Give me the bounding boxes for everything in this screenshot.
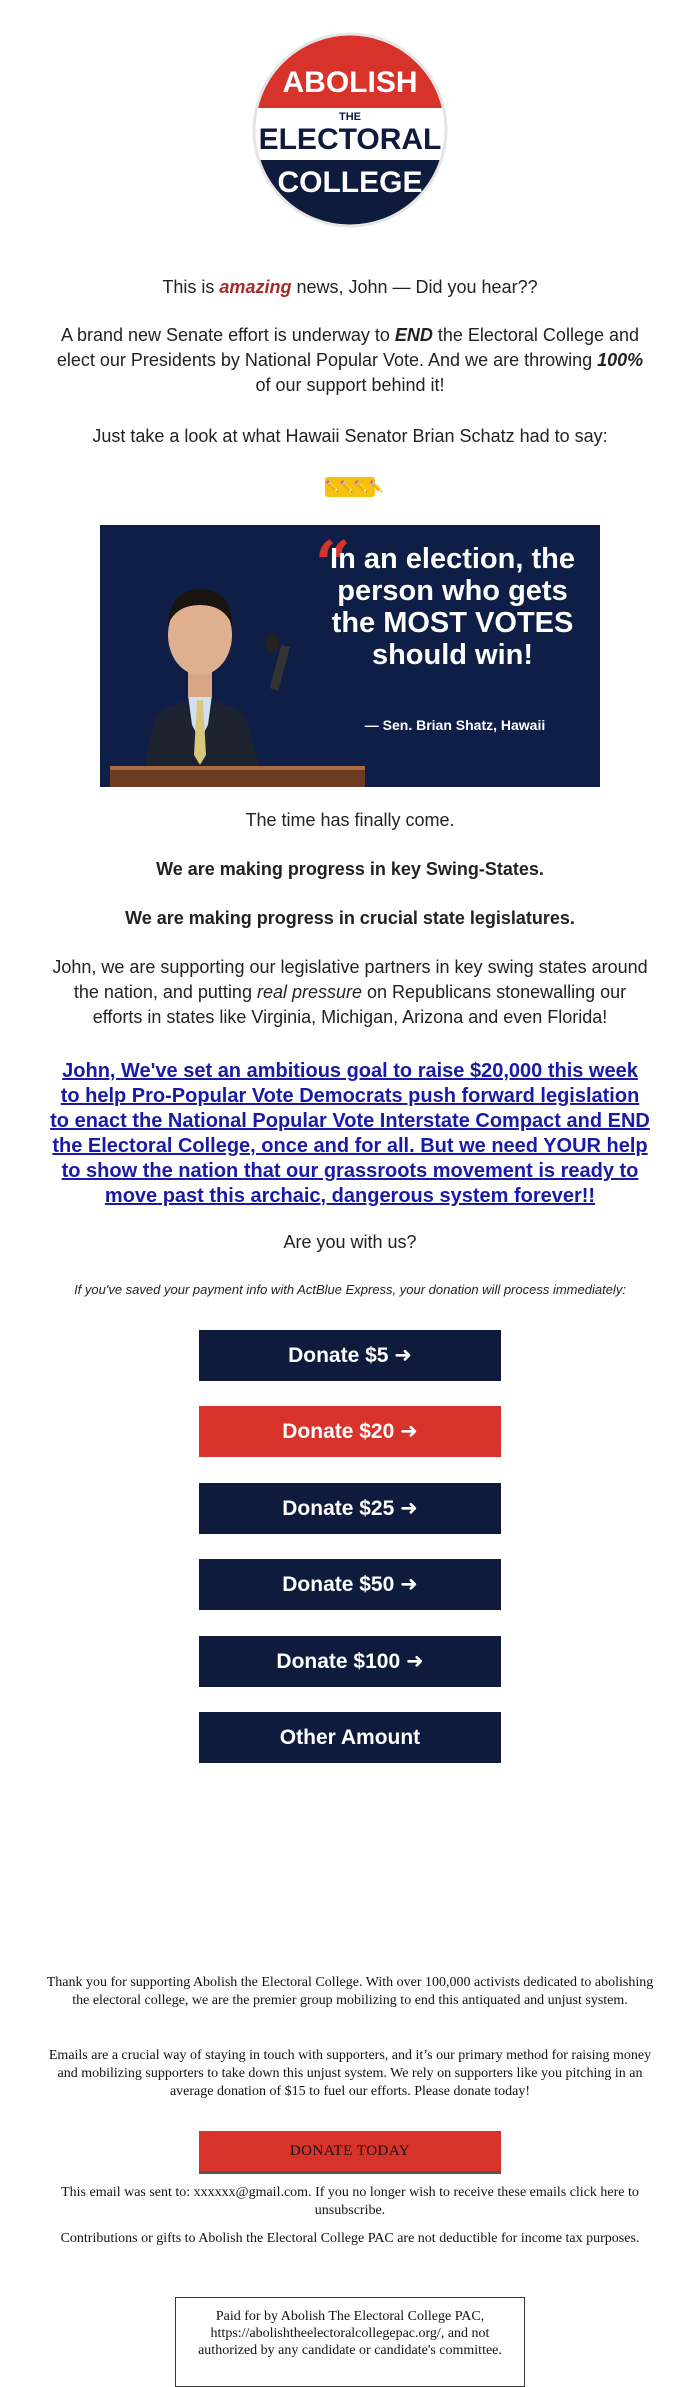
intro-p2-100: 100%: [597, 350, 644, 370]
schatz-quote-image[interactable]: [100, 525, 600, 787]
intro-p2-end: END: [394, 325, 433, 345]
donate-20-button[interactable]: Donate $20 ➜: [199, 1406, 501, 1457]
intro-p2-c: the Electoral College and elect our Presidents by National Popular Vote. And we are throwing: [56, 325, 640, 370]
quote-text: In an election, the person who gets the MOST VOTES should win!: [330, 543, 575, 671]
donate-50-button[interactable]: Donate $50 ➜: [199, 1559, 501, 1610]
logo-bottom-text: COLLEGE: [277, 166, 423, 199]
logo-middle-text: ELECTORAL: [258, 123, 442, 156]
intro-p2-a: A brand new Senate effort is underway to: [60, 325, 395, 345]
footer-emails: Emails are a crucial way of staying in touch with supporters, and it’s our primary method for raising money and mobilizing supporters to take down this unjust system. We rely on supporters like you pitching in an average donation of $15 to fuel our efforts. Please donate today!: [48, 2048, 652, 2099]
goal-link[interactable]: John, We've set an ambitious goal to raise $20,000 this week to help Pro-Popular Vote Democrats push forward legislation to enact the National Popular Vote Interstate Compact and END the Electoral College, once and for all. But we need YOUR help to show the nation that our grassroots movement is ready to move past this archaic, dangerous system forever!!: [50, 1060, 650, 1207]
donate-25-button[interactable]: Donate $25 ➜: [199, 1483, 501, 1534]
footer-sent-to[interactable]: This email was sent to: xxxxxx@gmail.com. If you no longer wish to receive these emails click here to unsubscribe.: [61, 2185, 639, 2218]
logo-the-text: THE: [339, 111, 361, 123]
schatz-intro: Just take a look at what Hawaii Senator Brian Schatz had to say:: [92, 426, 608, 446]
support-real-pressure: real pressure: [256, 982, 363, 1002]
swing-states: We are making progress in key Swing-States.: [156, 859, 544, 879]
intro-line1-post: news, John — Did you hear??: [291, 277, 538, 297]
footer-contributions: Contributions or gifts to Abolish the Electoral College PAC are not deductible for income tax purposes.: [60, 2231, 640, 2246]
pencil-icon: ✏️✏️✏️✏️: [325, 481, 384, 493]
intro-line1-pre: This is: [162, 277, 220, 297]
donate-today-button[interactable]: DONATE TODAY: [199, 2131, 501, 2174]
pencil-emoji-strip: [325, 477, 384, 497]
state-legislatures: We are making progress in crucial state legislatures.: [125, 908, 575, 928]
support-a: John, we are supporting our legislative partners in key swing states around the nation, and putting: [52, 957, 648, 1002]
intro-paragraph: [50, 323, 650, 398]
donate-100-button[interactable]: Donate $100 ➜: [199, 1636, 501, 1687]
abolish-electoral-college-logo[interactable]: [250, 30, 450, 230]
are-you-with-us: Are you with us?: [283, 1232, 417, 1252]
intro-amazing: amazing: [219, 277, 292, 297]
intro-p2-e: of our support behind it!: [255, 375, 445, 395]
other-amount-button[interactable]: Other Amount: [199, 1712, 501, 1763]
intro-headline: [50, 275, 650, 300]
support-c: on Republicans stonewalling our efforts in states like Virginia, Michigan, Arizona and even Florida!: [92, 982, 627, 1027]
donate-5-button[interactable]: Donate $5 ➜: [199, 1330, 501, 1381]
time-come: The time has finally come.: [245, 810, 455, 830]
logo-top-text: ABOLISH: [282, 66, 418, 99]
footer-thanks: Thank you for supporting Abolish the Electoral College. With over 100,000 activists dedicated to abolishing the electoral college, we are the premier group mobilizing to end this antiquated and unjust system.: [46, 1975, 654, 2008]
paid-for-box: Paid for by Abolish The Electoral College PAC, https://abolishtheelectoralcollegepac.org/, and not authorized by any candidate or candidate's committee.: [175, 2297, 525, 2387]
actblue-note: If you've saved your payment info with ActBlue Express, your donation will process immediately:: [74, 1282, 626, 1297]
support-paragraph: [50, 955, 650, 1030]
quote-mark-icon: “: [315, 527, 351, 600]
quote-attribution: — Sen. Brian Shatz, Hawaii: [364, 717, 546, 733]
